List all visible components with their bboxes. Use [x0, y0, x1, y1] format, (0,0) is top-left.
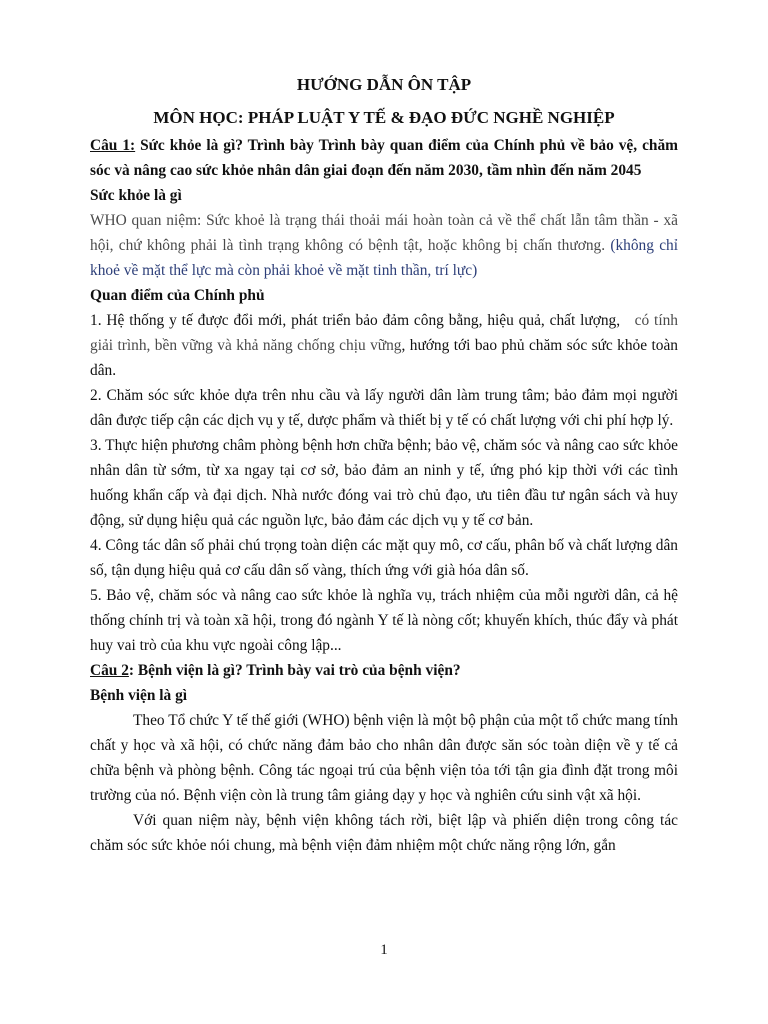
who-note: (không chỉ khoẻ về mặt thể lực mà còn phải khoẻ về mặt tinh thần, trí lực) [90, 237, 678, 279]
heading-health: Sức khỏe là gì [90, 187, 182, 204]
question-1-number: Câu 1: [90, 137, 136, 154]
question-2 [90, 658, 678, 683]
page-number: 1 [380, 942, 388, 958]
view-item-1-part-a: 1. Hệ thống y tế được đổi mới, phát triển bảo đảm công bằng, hiệu quả, chất lượng, [90, 312, 621, 329]
view-item-1-part-b: có tính giải trình, bền vững và khả năng chống chịu vững [90, 312, 678, 354]
who-definition [90, 208, 678, 283]
who-definition-text: WHO quan niệm: Sức khoẻ là trạng thái thoải mái hoàn toàn cả về thể chất lẫn tâm thần - xã hội, chứ không phải là tình trạng không có bệnh tật, hoặc không bị chấn thương. [90, 212, 678, 254]
question-1 [90, 133, 678, 183]
hospital-paragraph-1: Theo Tổ chức Y tế thế giới (WHO) bệnh viện là một bộ phận của một tổ chức mang tính chất y học và xã hội, có chức năng đảm bảo cho nhân dân được săn sóc toàn diện về y tế cả chữa bệnh và phòng bệnh. Công tác ngoại trú của bệnh viện tỏa tới tận gia đình đặt trong môi trường của nó. Bệnh viện còn là trung tâm giảng dạy y học và nghiên cứu sinh vật xã hội. [90, 712, 678, 804]
question-2-text: : Bệnh viện là gì? Trình bày vai trò của bệnh viện? [128, 662, 461, 679]
hospital-paragraph-2: Với quan niệm này, bệnh viện không tách rời, biệt lập và phiến diện trong công tác chăm sóc sức khỏe nói chung, mà bệnh viện đảm nhiệm một chức năng rộng lớn, gắn [90, 812, 678, 854]
view-item-1 [90, 308, 678, 383]
view-item-3: 3. Thực hiện phương châm phòng bệnh hơn chữa bệnh; bảo vệ, chăm sóc và nâng cao sức khỏe nhân dân từ sớm, từ xa ngay tại cơ sở, bảo đảm an ninh y tế, ứng phó kịp thời với các tình huống khẩn cấp và đại dịch. Nhà nước đóng vai trò chủ đạo, ưu tiên đầu tư ngân sách và huy động, sử dụng hiệu quả các nguồn lực, bảo đảm các dịch vụ y tế cơ bản. [90, 437, 678, 529]
view-item-1-part-c: , hướng tới bao phủ chăm sóc sức khỏe toàn dân. [90, 337, 678, 379]
question-2-number: Câu 2 [90, 662, 129, 679]
view-item-5: 5. Bảo vệ, chăm sóc và nâng cao sức khỏe là nghĩa vụ, trách nhiệm của mỗi người dân, cả hệ thống chính trị và toàn xã hội, trong đó ngành Y tế là nòng cốt; khuyến khích, thúc đẩy và phát huy vai trò của khu vực ngoài công lập... [90, 587, 678, 654]
document-title: HƯỚNG DẪN ÔN TẬP [296, 75, 472, 94]
question-1-text: Sức khỏe là gì? Trình bày Trình bày quan điểm của Chính phủ về bảo vệ, chăm sóc và nâng cao sức khỏe nhân dân giai đoạn đến năm 2030, tầm nhìn đến năm 2045 [90, 137, 678, 179]
view-item-4: 4. Công tác dân số phải chú trọng toàn diện các mặt quy mô, cơ cấu, phân bố và chất lượng dân số, tận dụng hiệu quả cơ cấu dân số vàng, thích ứng với già hóa dân số. [90, 537, 678, 579]
document-subtitle: MÔN HỌC: PHÁP LUẬT Y TẾ & ĐẠO ĐỨC NGHỀ NGHIỆP [153, 108, 615, 127]
view-item-2: 2. Chăm sóc sức khỏe dựa trên nhu cầu và lấy người dân làm trung tâm; bảo đảm mọi người dân được tiếp cận các dịch vụ y tế, dược phẩm và thiết bị y tế có chất lượng với chi phí hợp lý. [90, 387, 678, 429]
heading-hospital: Bệnh viện là gì [90, 687, 188, 704]
heading-government-view: Quan điểm của Chính phủ [90, 287, 265, 304]
